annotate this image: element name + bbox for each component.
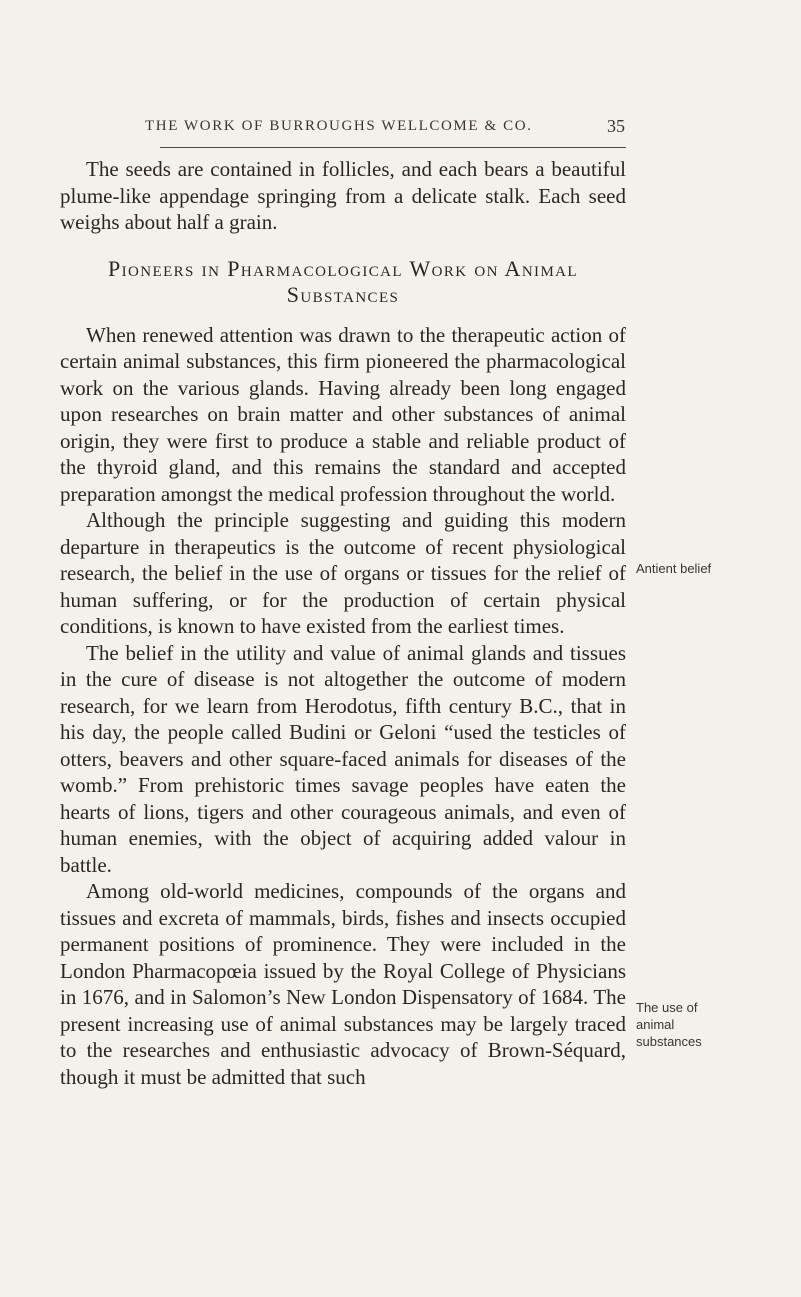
page-number: 35 [607, 116, 625, 136]
margin-note-line-2: animal [636, 1017, 675, 1032]
body-text [60, 156, 626, 1090]
paragraph-principle: Although the principle suggesting and guiding this modern departure in therapeutics is the outcome of recent physiological research, the belief in the use of organs or tissues for the relief of human suffering, or for the production of certain physical conditions, is known to have existed from the earliest times. [60, 508, 626, 638]
paragraph-renewed-attention: When renewed attention was drawn to the therapeutic action of certain animal substances, this firm pioneered the pharmacological work on the various glands. Having already been long engaged upon researches on brain matter and other substances of animal origin, they were first to produce a stable and reliable product of the thyroid gland, and this remains the standard and accepted preparation amongst the medical profession throughout the world. [60, 322, 626, 506]
paragraph-belief-utility: The belief in the utility and value of animal glands and tissues in the cure of disease is not altogether the outcome of modern research, for we learn from Herodotus, fifth century B.C., that in his day, the people called Budini or Geloni “used the testicles of otters, beavers and other square-faced animals for diseases of the womb.” From prehistoric times savage peoples have eaten the hearts of lions, tigers and other courageous animals, and even of human enemies, with the object of acquiring added valour in battle. [60, 640, 626, 877]
margin-note-line-3: substances [636, 1034, 702, 1049]
margin-note-antient-belief: Antient belief [636, 561, 712, 576]
section-heading [60, 256, 626, 308]
margin-note-line-1: The use of [636, 1000, 698, 1015]
running-head-title: THE WORK OF BURROUGHS WELLCOME & CO. [145, 118, 533, 134]
section-heading-line-2: Substances [286, 281, 400, 307]
paragraph-seeds: The seeds are contained in follicles, and each bears a beautiful plume-like appendage springing from a delicate stalk. Each seed weighs about half a grain. [60, 157, 626, 234]
margin-note-use-of-animal-substances [636, 999, 796, 1050]
header-rule [160, 147, 626, 148]
paragraph-old-world-medicines: Among old-world medicines, compounds of the organs and tissues and excreta of mammals, birds, fishes and insects occupied permanent positions of prominence. They were included in the London Pharmacopœia issued by the Royal College of Physicians in 1676, and in Salomon’s New London Dispensatory of 1684. The present increasing use of animal substances may be largely traced to the researches and enthusiastic advocacy of Brown-Séquard, though it must be admitted that such [60, 879, 626, 1089]
running-head [145, 118, 625, 135]
section-heading-line-1: Pioneers in Pharmacological Work on Animal [108, 255, 578, 281]
